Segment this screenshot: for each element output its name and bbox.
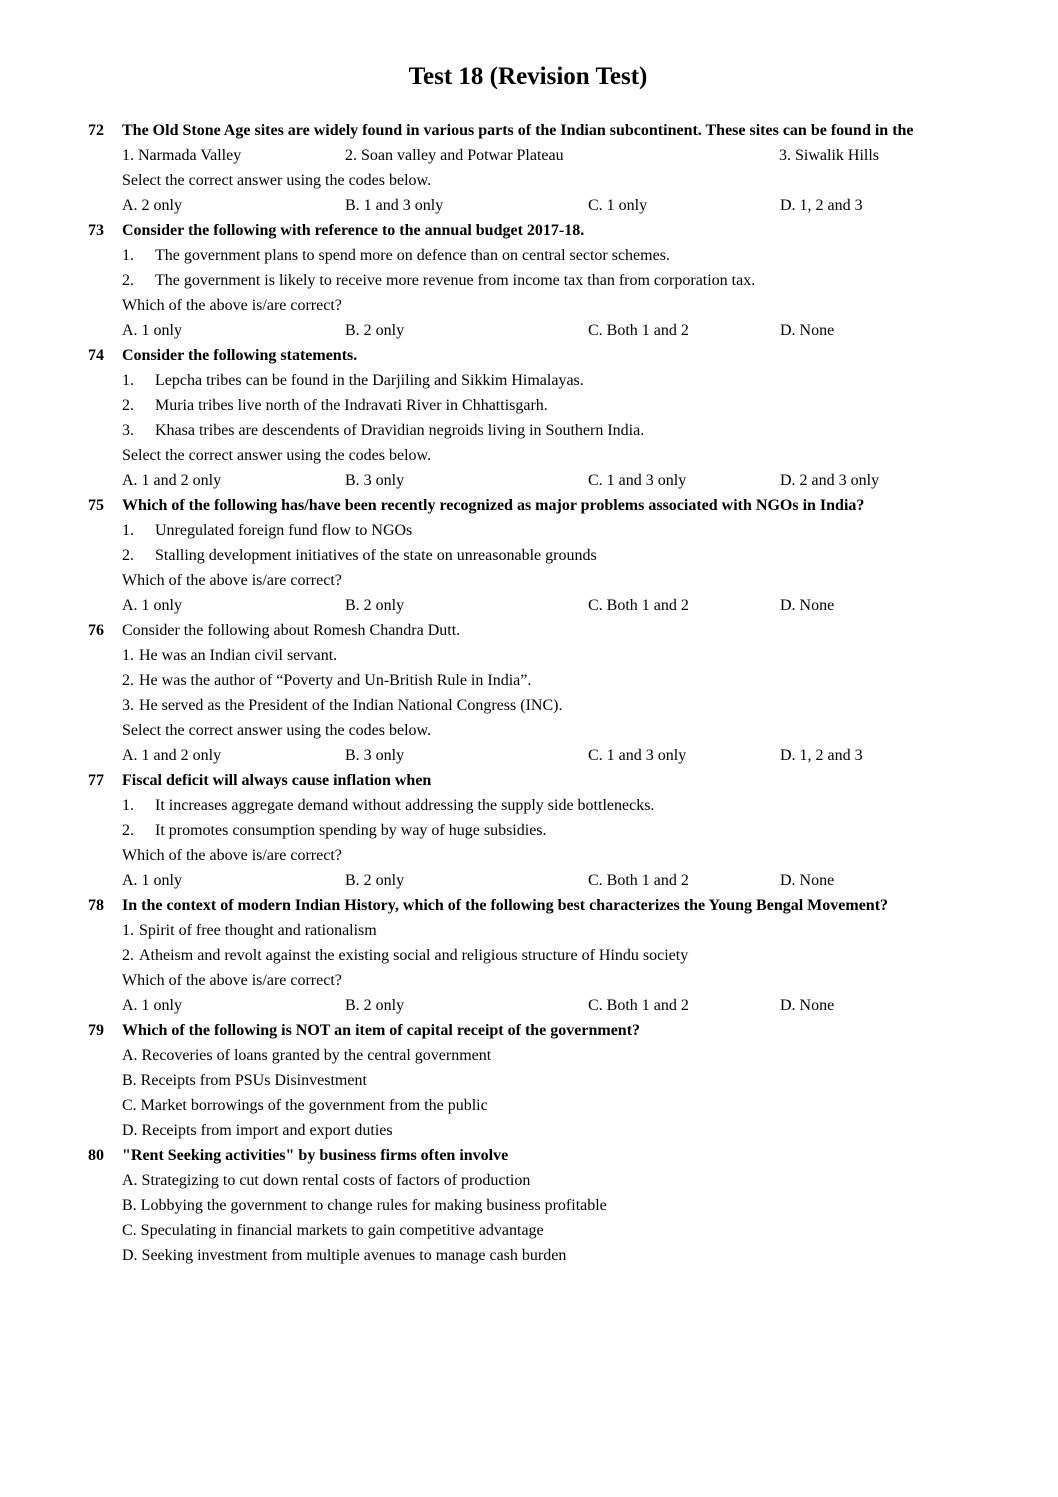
answer-prompt: Select the correct answer using the codes below. <box>122 172 432 189</box>
statement: 3. Siwalik Hills <box>779 147 880 164</box>
statement-text: He was an Indian civil servant. <box>139 647 338 664</box>
statement-text: Muria tribes live north of the Indravati River in Chhattisgarh. <box>155 397 548 414</box>
question-body <box>122 793 968 893</box>
statement <box>122 643 968 668</box>
statement-text: The government is likely to receive more revenue from income tax than from corporation tax. <box>155 272 756 289</box>
option: A. 1 only <box>122 597 182 614</box>
statement <box>122 243 968 268</box>
question-number: 73 <box>88 222 104 239</box>
option: B. 2 only <box>345 872 405 889</box>
answer-prompt: Select the correct answer using the codes below. <box>122 722 432 739</box>
statement <box>122 818 968 843</box>
statement-number: 2. <box>122 822 134 839</box>
statement-number: 1. <box>122 922 134 939</box>
option: C. Both 1 and 2 <box>588 322 689 339</box>
options-row <box>122 868 968 893</box>
question-stem-row <box>88 118 968 143</box>
options-row <box>122 993 968 1018</box>
option: A. 1 only <box>122 322 182 339</box>
option: B. 1 and 3 only <box>345 197 444 214</box>
option: A. Recoveries of loans granted by the central government <box>122 1047 492 1064</box>
question-text: Consider the following statements. <box>122 347 358 364</box>
option: B. 3 only <box>345 472 405 489</box>
statement-text: He served as the President of the Indian National Congress (INC). <box>139 697 563 714</box>
statement <box>122 943 968 968</box>
question-stem-row <box>88 343 968 368</box>
option: B. Lobbying the government to change rules for making business profitable <box>122 1197 607 1214</box>
statement-text: It promotes consumption spending by way of huge subsidies. <box>155 822 547 839</box>
option: D. 1, 2 and 3 <box>780 747 863 764</box>
question-block <box>88 618 968 768</box>
question-block <box>88 218 968 343</box>
question-stem-row <box>88 1143 968 1168</box>
question-body <box>122 143 968 218</box>
question-body <box>122 1168 968 1268</box>
question-number: 77 <box>88 772 104 789</box>
option: D. 2 and 3 only <box>780 472 880 489</box>
question-text: Which of the following has/have been recently recognized as major problems associated with NGOs in India? <box>122 497 865 514</box>
option: C. Both 1 and 2 <box>588 872 689 889</box>
option: C. Speculating in financial markets to gain competitive advantage <box>122 1222 544 1239</box>
statement-text: Atheism and revolt against the existing social and religious structure of Hindu society <box>139 947 689 964</box>
option: C. Both 1 and 2 <box>588 597 689 614</box>
statement-number: 2. <box>122 672 134 689</box>
question-number: 80 <box>88 1147 104 1164</box>
statement-text: Khasa tribes are descendents of Dravidian negroids living in Southern India. <box>155 422 645 439</box>
option: A. Strategizing to cut down rental costs of factors of production <box>122 1172 531 1189</box>
question-text: The Old Stone Age sites are widely found in various parts of the Indian subcontinent. These sites can be found in the <box>122 122 914 139</box>
question-number: 72 <box>88 122 104 139</box>
statement-number: 1. <box>122 247 134 264</box>
statement-text: Stalling development initiatives of the state on unreasonable grounds <box>155 547 597 564</box>
statement-text: Spirit of free thought and rationalism <box>139 922 377 939</box>
statement-number: 1. <box>122 522 134 539</box>
question-stem-row <box>88 218 968 243</box>
question-number: 78 <box>88 897 104 914</box>
question-stem-row <box>88 768 968 793</box>
question-body <box>122 243 968 343</box>
statement-number: 2. <box>122 397 134 414</box>
option: D. Seeking investment from multiple avenues to manage cash burden <box>122 1247 567 1264</box>
question-text: Consider the following with reference to the annual budget 2017-18. <box>122 222 585 239</box>
option: A. 1 and 2 only <box>122 747 222 764</box>
options-row <box>122 318 968 343</box>
statement-number: 1. <box>122 372 134 389</box>
option: A. 1 only <box>122 997 182 1014</box>
question-block <box>88 1143 968 1268</box>
option: C. Both 1 and 2 <box>588 997 689 1014</box>
option: A. 1 and 2 only <box>122 472 222 489</box>
question-list <box>88 118 968 1268</box>
question-stem-row <box>88 618 968 643</box>
question-text: Consider the following about Romesh Chandra Dutt. <box>122 622 461 639</box>
option: B. 2 only <box>345 322 405 339</box>
statement-row <box>122 143 968 168</box>
statement-number: 2. <box>122 947 134 964</box>
answer-prompt: Which of the above is/are correct? <box>122 972 342 989</box>
statement-number: 1. <box>122 647 134 664</box>
option: D. None <box>780 322 835 339</box>
options-row <box>122 193 968 218</box>
statement-number: 2. <box>122 272 134 289</box>
statement: 2. Soan valley and Potwar Plateau <box>345 147 564 164</box>
question-text: In the context of modern Indian History, which of the following best characterizes the Young Bengal Movement? <box>122 897 889 914</box>
statement <box>122 793 968 818</box>
statement <box>122 368 968 393</box>
statement-number: 2. <box>122 547 134 564</box>
option: D. None <box>780 597 835 614</box>
question-body <box>122 918 968 1018</box>
question-block <box>88 343 968 493</box>
statement <box>122 668 968 693</box>
answer-prompt: Select the correct answer using the codes below. <box>122 447 432 464</box>
question-number: 79 <box>88 1022 104 1039</box>
page-title: Test 18 (Revision Test) <box>408 63 648 90</box>
option: C. Market borrowings of the government from the public <box>122 1097 488 1114</box>
question-block <box>88 118 968 218</box>
question-block <box>88 493 968 618</box>
option: D. 1, 2 and 3 <box>780 197 863 214</box>
question-text: Fiscal deficit will always cause inflation when <box>122 772 432 789</box>
options-row <box>122 593 968 618</box>
statement <box>122 393 968 418</box>
question-block <box>88 893 968 1018</box>
option: A. 1 only <box>122 872 182 889</box>
option: C. 1 and 3 only <box>588 472 687 489</box>
question-number: 74 <box>88 347 104 364</box>
question-stem-row <box>88 893 968 918</box>
question-text: "Rent Seeking activities" by business firms often involve <box>122 1147 509 1164</box>
statement-text: The government plans to spend more on defence than on central sector schemes. <box>155 247 670 264</box>
statement-number: 1. <box>122 797 134 814</box>
question-body <box>122 1043 968 1143</box>
option: A. 2 only <box>122 197 182 214</box>
statement <box>122 518 968 543</box>
option: C. 1 only <box>588 197 648 214</box>
option: D. None <box>780 872 835 889</box>
statement-text: It increases aggregate demand without addressing the supply side bottlenecks. <box>155 797 655 814</box>
statement: 1. Narmada Valley <box>122 147 242 164</box>
statement <box>122 418 968 443</box>
question-stem-row <box>88 493 968 518</box>
options-row <box>122 468 968 493</box>
option: B. 3 only <box>345 747 405 764</box>
answer-prompt: Which of the above is/are correct? <box>122 847 342 864</box>
question-body <box>122 518 968 618</box>
question-number: 76 <box>88 622 104 639</box>
question-stem-row <box>88 1018 968 1043</box>
question-body <box>122 368 968 493</box>
answer-prompt: Which of the above is/are correct? <box>122 297 342 314</box>
statement-number: 3. <box>122 422 134 439</box>
statement <box>122 543 968 568</box>
statement-number: 3. <box>122 697 134 714</box>
question-block <box>88 1018 968 1143</box>
option: D. Receipts from import and export duties <box>122 1122 393 1139</box>
statement <box>122 693 968 718</box>
statement-text: Unregulated foreign fund flow to NGOs <box>155 522 413 539</box>
question-block <box>88 768 968 893</box>
option: B. 2 only <box>345 597 405 614</box>
option: D. None <box>780 997 835 1014</box>
statement <box>122 268 968 293</box>
option: B. Receipts from PSUs Disinvestment <box>122 1072 367 1089</box>
option: C. 1 and 3 only <box>588 747 687 764</box>
question-text: Which of the following is NOT an item of capital receipt of the government? <box>122 1022 641 1039</box>
statement-text: He was the author of “Poverty and Un-British Rule in India”. <box>139 672 532 689</box>
answer-prompt: Which of the above is/are correct? <box>122 572 342 589</box>
statement-text: Lepcha tribes can be found in the Darjiling and Sikkim Himalayas. <box>155 372 584 389</box>
options-row <box>122 743 968 768</box>
statement <box>122 918 968 943</box>
question-number: 75 <box>88 497 104 514</box>
question-body <box>122 643 968 768</box>
option: B. 2 only <box>345 997 405 1014</box>
